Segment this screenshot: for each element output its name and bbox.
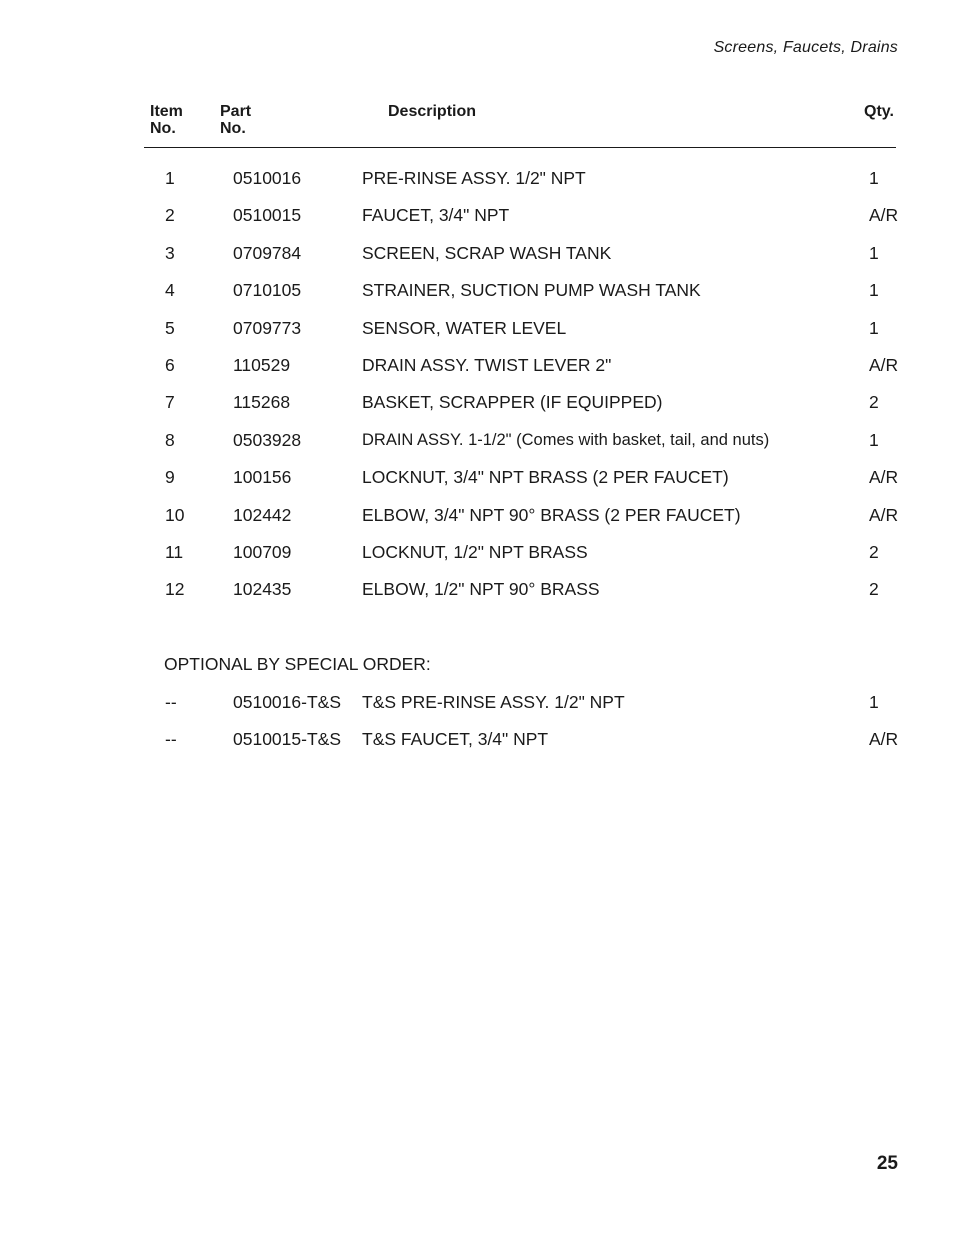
part-no: 0510016-T&S <box>233 692 341 712</box>
header-divider <box>144 147 896 148</box>
qty: 1 <box>869 692 879 712</box>
qty: 2 <box>869 542 879 562</box>
table-row <box>0 352 954 378</box>
item-no: 2 <box>165 205 175 225</box>
qty: 1 <box>869 430 879 450</box>
table-row <box>0 315 954 341</box>
description: SENSOR, WATER LEVEL <box>362 318 567 338</box>
item-no: 7 <box>165 392 175 412</box>
qty: 1 <box>869 318 879 338</box>
part-no: 102442 <box>233 505 292 525</box>
table-row <box>0 464 954 490</box>
item-no: 6 <box>165 355 175 375</box>
part-no: 110529 <box>233 355 291 375</box>
part-no: 100709 <box>233 542 292 562</box>
table-row <box>0 539 954 565</box>
table-row <box>0 389 954 415</box>
description: SCREEN, SCRAP WASH TANK <box>362 243 612 263</box>
qty: A/R <box>869 467 899 487</box>
optional-section-heading: OPTIONAL BY SPECIAL ORDER: <box>164 654 431 674</box>
column-headers <box>0 103 954 143</box>
item-no: 3 <box>165 243 175 263</box>
table-row <box>0 689 954 715</box>
description: ELBOW, 3/4" NPT 90° BRASS (2 PER FAUCET) <box>362 505 741 525</box>
header-part-no: Part No. <box>220 103 252 137</box>
item-no: 4 <box>165 280 175 300</box>
qty: 2 <box>869 392 879 412</box>
table-row <box>0 202 954 228</box>
header-item-no: Item No. <box>150 103 183 137</box>
table-row <box>0 277 954 303</box>
qty: 1 <box>869 243 879 263</box>
part-no: 0709773 <box>233 318 302 338</box>
table-row <box>0 165 954 191</box>
item-no: 5 <box>165 318 175 338</box>
running-header: Screens, Faucets, Drains <box>713 39 898 56</box>
qty: 1 <box>869 280 879 300</box>
qty: A/R <box>869 729 899 749</box>
header-qty: Qty. <box>864 103 894 120</box>
description: PRE-RINSE ASSY. 1/2" NPT <box>362 168 586 188</box>
table-row <box>0 240 954 266</box>
part-no: 0510016 <box>233 168 302 188</box>
description: BASKET, SCRAPPER (IF EQUIPPED) <box>362 392 663 412</box>
qty: A/R <box>869 205 899 225</box>
part-no: 0710105 <box>233 280 302 300</box>
item-no: 10 <box>165 505 185 525</box>
description: LOCKNUT, 3/4" NPT BRASS (2 PER FAUCET) <box>362 467 729 487</box>
table-row <box>0 576 954 602</box>
description: FAUCET, 3/4" NPT <box>362 205 510 225</box>
description: DRAIN ASSY. 1-1/2" (Comes with basket, tail, and nuts) <box>362 431 770 449</box>
qty: A/R <box>869 505 899 525</box>
qty: 2 <box>869 579 879 599</box>
description: T&S PRE-RINSE ASSY. 1/2" NPT <box>362 692 625 712</box>
item-no: 1 <box>165 168 175 188</box>
part-no: 115268 <box>233 392 291 412</box>
item-no: -- <box>165 692 177 712</box>
item-no: 9 <box>165 467 175 487</box>
table-row <box>0 726 954 752</box>
table-row <box>0 502 954 528</box>
item-no: -- <box>165 729 177 749</box>
qty: 1 <box>869 168 879 188</box>
description: STRAINER, SUCTION PUMP WASH TANK <box>362 280 701 300</box>
description: DRAIN ASSY. TWIST LEVER 2" <box>362 355 612 375</box>
table-row <box>0 427 954 453</box>
part-no: 0503928 <box>233 430 302 450</box>
item-no: 11 <box>165 542 184 562</box>
description: T&S FAUCET, 3/4" NPT <box>362 729 549 749</box>
part-no: 0510015-T&S <box>233 729 341 749</box>
part-no: 0709784 <box>233 243 302 263</box>
description: LOCKNUT, 1/2" NPT BRASS <box>362 542 588 562</box>
item-no: 12 <box>165 579 185 599</box>
part-no: 0510015 <box>233 205 302 225</box>
part-no: 102435 <box>233 579 292 599</box>
description: ELBOW, 1/2" NPT 90° BRASS <box>362 579 600 599</box>
qty: A/R <box>869 355 899 375</box>
item-no: 8 <box>165 430 175 450</box>
header-description: Description <box>388 103 477 120</box>
part-no: 100156 <box>233 467 292 487</box>
page-number: 25 <box>876 1153 898 1174</box>
